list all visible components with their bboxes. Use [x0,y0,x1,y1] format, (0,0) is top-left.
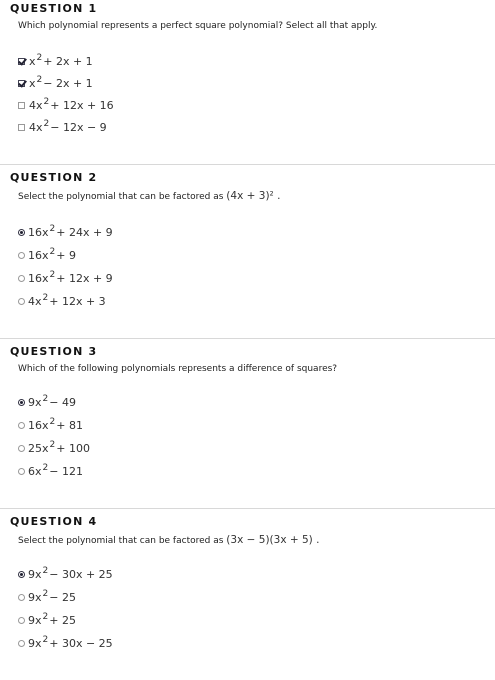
option-label: $9x^2- 30x + 25$ [28,565,113,581]
radio-button[interactable] [18,594,25,601]
question-divider [0,508,495,509]
answer-option-2[interactable] [18,588,76,606]
answer-option-1[interactable] [18,393,76,411]
answer-option-4[interactable] [18,118,107,136]
radio-button[interactable] [18,298,25,305]
question-divider [0,164,495,165]
question-prompt [18,534,319,546]
prompt-text: Which polynomial represents a perfect square polynomial? Select all that apply. [18,21,378,31]
prompt-expression: (4x + 3)² . [226,190,281,202]
answer-option-3[interactable] [18,269,113,287]
answer-option-1[interactable] [18,52,93,70]
checkbox[interactable] [18,58,25,65]
answer-option-4[interactable] [18,292,106,310]
question-header: QUESTION 3 [10,345,98,358]
question-header: QUESTION 4 [10,515,98,528]
answer-option-4[interactable] [18,462,83,480]
option-label: $9x^2- 25$ [28,588,76,604]
question-divider [0,338,495,339]
question-prompt [18,21,377,31]
question-header: QUESTION 2 [10,171,98,184]
radio-button[interactable] [18,275,25,282]
option-label: $6x^2- 121$ [28,462,83,478]
option-label: $9x^2+ 25$ [28,611,76,627]
question-prompt [18,364,337,374]
option-label: $16x^2+ 81$ [28,416,83,432]
option-label: $x^2+ 2x + 1$ [29,52,93,68]
answer-option-2[interactable] [18,74,93,92]
answer-option-3[interactable] [18,439,90,457]
option-label: $4x^2- 12x - 9$ [29,118,107,134]
option-label: $16x^2+ 9$ [28,246,76,262]
answer-option-1[interactable] [18,223,113,241]
option-label: $16x^2+ 12x + 9$ [28,269,113,285]
radio-button[interactable] [18,445,25,452]
option-label: $4x^2+ 12x + 16$ [29,96,114,112]
answer-option-2[interactable] [18,416,83,434]
radio-button[interactable] [18,422,25,429]
radio-button[interactable] [18,468,25,475]
checkbox[interactable] [18,80,25,87]
radio-button[interactable] [18,571,25,578]
answer-option-4[interactable] [18,634,113,652]
prompt-expression: (3x − 5)(3x + 5) . [226,534,320,546]
answer-option-2[interactable] [18,246,76,264]
question-prompt [18,190,280,202]
checkbox[interactable] [18,124,25,131]
answer-option-3[interactable] [18,96,114,114]
prompt-text: Which of the following polynomials represents a difference of squares? [18,364,338,374]
option-label: $9x^2+ 30x - 25$ [28,634,113,650]
radio-button[interactable] [18,617,25,624]
radio-button[interactable] [18,399,25,406]
option-label: $16x^2+ 24x + 9$ [28,223,113,239]
answer-option-3[interactable] [18,611,76,629]
prompt-text: Select the polynomial that can be factored as [18,536,224,546]
radio-button[interactable] [18,252,25,259]
option-label: $x^2- 2x + 1$ [29,74,93,90]
option-label: $25x^2+ 100$ [28,439,90,455]
option-label: $9x^2- 49$ [28,393,76,409]
checkbox[interactable] [18,102,25,109]
question-header: QUESTION 1 [10,2,98,15]
radio-button[interactable] [18,229,25,236]
option-label: $4x^2+ 12x + 3$ [28,292,106,308]
radio-button[interactable] [18,640,25,647]
answer-option-1[interactable] [18,565,113,583]
prompt-text: Select the polynomial that can be factored as [18,192,224,202]
